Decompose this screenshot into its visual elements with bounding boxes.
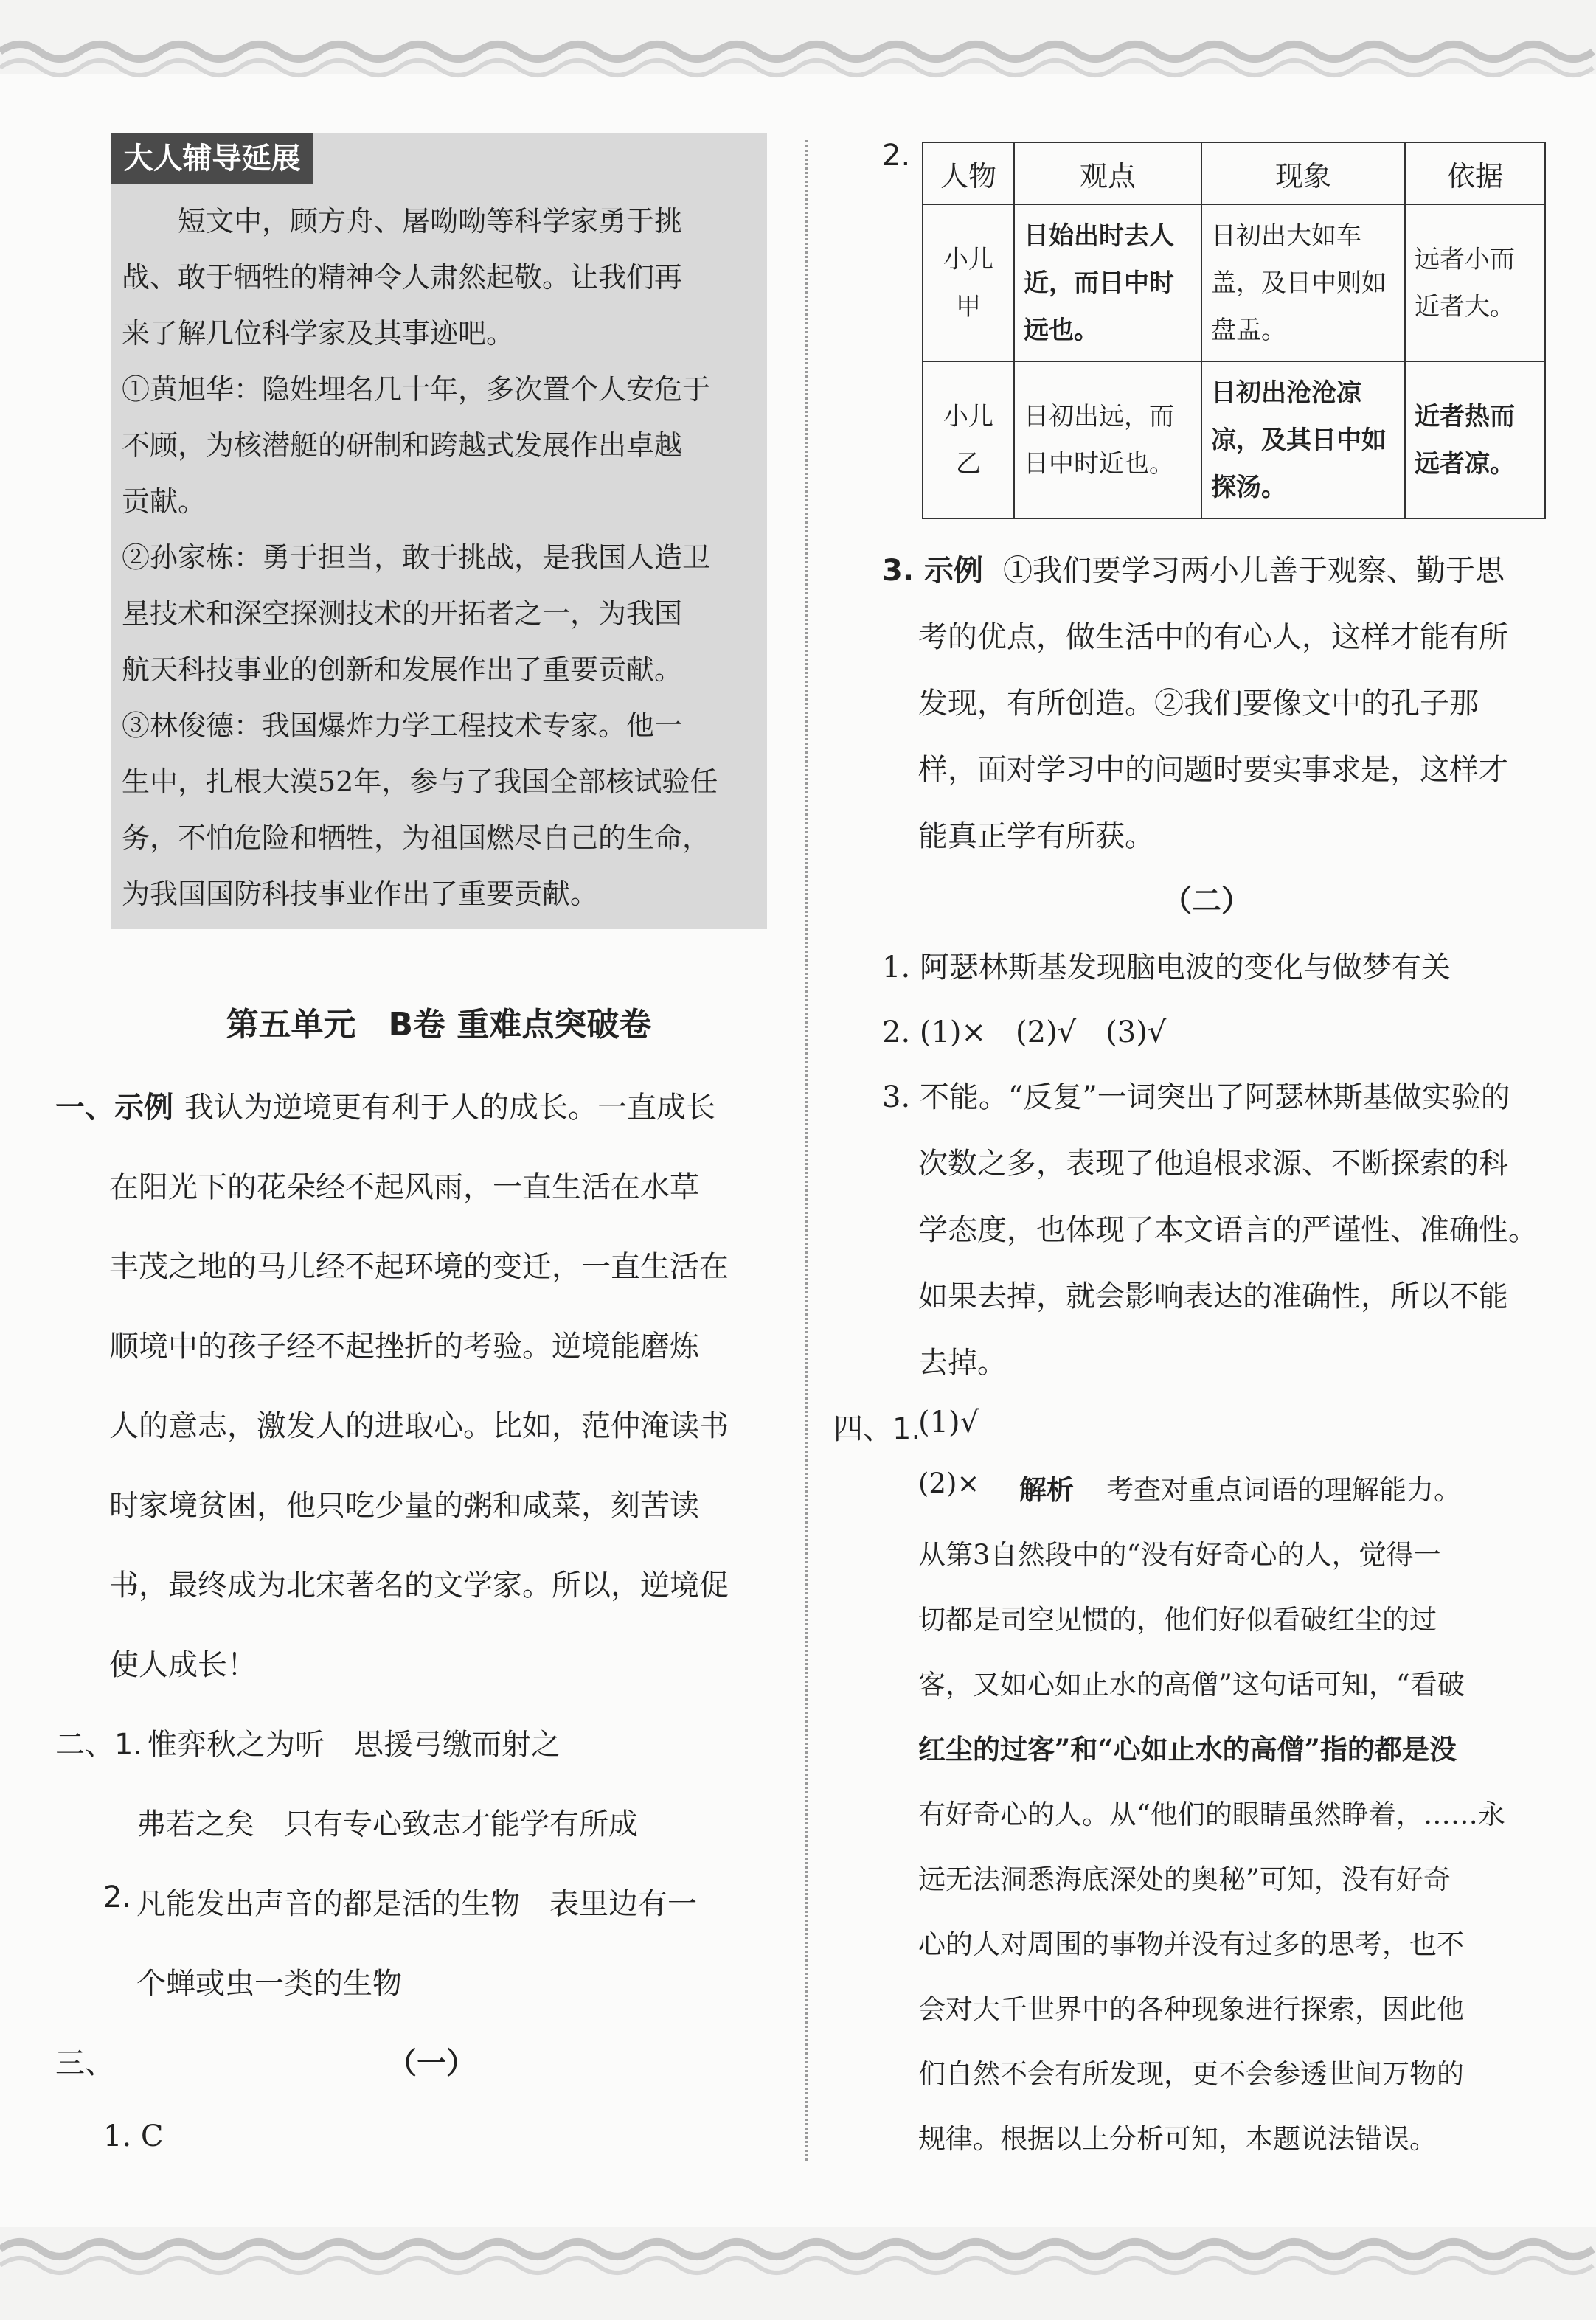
q4-2-analysis: 考查对重点词语的理解能力。 [1106, 1474, 1461, 1506]
q4-2-line: 们自然不会有所发现，更不会参透世间万物的 [918, 2058, 1464, 2090]
q3-section-heading: （一） [387, 2046, 476, 2080]
table-cell: 日初出沧沧凉凉，及其日中如探汤。 [1201, 361, 1405, 518]
q1-line: 时家境贫困，他只吃少量的粥和咸菜，刻苦读 [109, 1489, 699, 1523]
extension-line: 星技术和深空探测技术的开拓者之一，为我国 [122, 597, 683, 630]
unit-title: 第五单元 B卷 重难点突破卷 [226, 1006, 652, 1043]
answer-table [922, 142, 1546, 519]
extension-line: 不顾，为核潜艇的研制和跨越式发展作出卓越 [122, 429, 683, 462]
q1-line: 顺境中的孩子经不起挫折的考验。逆境能磨炼 [109, 1330, 699, 1364]
s2-q1-answer: 1. 阿瑟林斯基发现脑电波的变化与做梦有关 [882, 951, 1451, 984]
q2-2-answer: 凡能发出声音的都是活的生物 表里边有一 [136, 1887, 697, 1921]
extension-line: 航天科技事业的创新和发展作出了重要贡献。 [122, 653, 683, 686]
q4-2-analysis-label: 解析 [1019, 1474, 1074, 1506]
q3-label: 三、 [55, 2046, 114, 2080]
extension-line: 务，不怕危险和牺牲，为祖国燃尽自己的生命， [122, 822, 711, 854]
q4-2-line: 切都是司空见惯的，他们好似看破红尘的过 [918, 1604, 1437, 1636]
s2-q3-line: 次数之多，表现了他追根求源、不断探索的科 [918, 1147, 1508, 1181]
r-q3-line: ①我们要学习两小儿善于观察、勤于思 [1003, 554, 1505, 588]
r-q3-line: 能真正学有所获。 [918, 819, 1154, 853]
q4-2-line: 红尘的过客”和“心如止水的高僧”指的都是没 [918, 1733, 1457, 1765]
q4-2-line: 会对大千世界中的各种现象进行探索，因此他 [918, 1993, 1464, 2025]
s2-q3-line: 如果去掉，就会影响表达的准确性，所以不能 [918, 1279, 1508, 1313]
q1-line: 书，最终成为北宋著名的文学家。所以，逆境促 [109, 1569, 729, 1602]
s2-q3-line: 3. 不能。“反复”一词突出了阿瑟林斯基做实验的 [882, 1080, 1510, 1114]
table-row [923, 204, 1545, 361]
r-q3-label: 3. 示例 [882, 554, 983, 588]
q1-line: 使人成长！ [109, 1648, 257, 1682]
q4-2-line: 从第3自然段中的“没有好奇心的人，觉得一 [918, 1539, 1441, 1571]
q4-2-line: 远无法洞悉海底深处的奥秘”可知，没有好奇 [918, 1864, 1451, 1895]
table-cell: 远者小而近者大。 [1405, 204, 1545, 361]
q4-2-mark: (2)× [918, 1468, 980, 1499]
table-cell: 小儿乙 [923, 361, 1014, 518]
q1-line: 丰茂之地的马儿经不起环境的变迁，一直生活在 [109, 1250, 729, 1284]
q2-1-answer: 惟弈秋之为听 思援弓缴而射之 [148, 1728, 561, 1762]
extension-text [122, 193, 760, 922]
table-header: 人物 [923, 142, 1014, 204]
table-header-row [923, 142, 1545, 204]
table-cell: 日初出大如车盖，及日中则如盘盂。 [1201, 204, 1405, 361]
table-header: 观点 [1014, 142, 1201, 204]
extension-line: ②孙家栋：勇于担当，敢于挑战，是我国人造卫 [122, 541, 711, 574]
table-header: 现象 [1201, 142, 1405, 204]
table-cell: 日初出远，而日中时近也。 [1014, 361, 1201, 518]
table-header: 依据 [1405, 142, 1545, 204]
table-cell: 小儿甲 [923, 204, 1014, 361]
q4-1-answer: (1)√ [918, 1406, 979, 1439]
q3-1-answer: 1. C [103, 2119, 164, 2153]
extension-line: ①黄旭华：隐姓埋名几十年，多次置个人安危于 [122, 373, 711, 406]
extension-line: 短文中，顾方舟、屠呦呦等科学家勇于挑 [178, 205, 683, 237]
q2-2-label: 2. [103, 1880, 132, 1914]
extension-tag: 大人辅导延展 [111, 133, 313, 184]
s2-q2-answer: 2. (1)× (2)√ (3)√ [882, 1015, 1167, 1049]
column-divider [805, 140, 808, 2161]
s2-q3-line: 学态度，也体现了本文语言的严谨性、准确性。 [918, 1213, 1538, 1247]
q2-1-answer: 弗若之矣 只有专心致志才能学有所成 [136, 1807, 638, 1841]
q4-2-line: 心的人对周围的事物并没有过多的思考，也不 [918, 1928, 1464, 1960]
top-wave-decoration [0, 29, 1596, 88]
s2-q3-line: 去掉。 [918, 1346, 1007, 1380]
bottom-wave-decoration [0, 2227, 1596, 2286]
extension-line: 贡献。 [122, 485, 207, 518]
r-q3-line: 发现，有所创造。②我们要像文中的孔子那 [918, 687, 1479, 720]
extension-line: 为我国国防科技事业作出了重要贡献。 [122, 878, 599, 910]
extension-line: 生中，扎根大漠52年，参与了我国全部核试验任 [122, 765, 718, 798]
r-q3-line: 考的优点，做生活中的有心人，这样才能有所 [918, 620, 1508, 654]
q2-1-label: 二、1. [55, 1728, 143, 1762]
table-row [923, 361, 1545, 518]
q1-label: 一、示例 [55, 1091, 173, 1125]
table-number: 2. [882, 139, 911, 173]
table-cell: 日始出时去人近，而日中时远也。 [1014, 204, 1201, 361]
table-cell: 近者热而远者凉。 [1405, 361, 1545, 518]
r-q3-line: 样，面对学习中的问题时要实事求是，这样才 [918, 753, 1508, 787]
section-2-heading: （二） [1162, 884, 1251, 918]
q4-label: 四、1. [833, 1412, 921, 1446]
q1-line: 在阳光下的花朵经不起风雨，一直生活在水草 [109, 1170, 699, 1204]
q1-line: 人的意志，激发人的进取心。比如，范仲淹读书 [109, 1409, 729, 1443]
extension-line: 战、敢于牺牲的精神令人肃然起敬。让我们再 [122, 261, 683, 294]
q4-2-line: 规律。根据以上分析可知，本题说法错误。 [918, 2123, 1437, 2155]
q4-2-line: 客，又如心如止水的高僧”这句话可知，“看破 [918, 1669, 1465, 1701]
extension-line: 来了解几位科学家及其事迹吧。 [122, 317, 515, 350]
q4-2-line: 有好奇心的人。从“他们的眼睛虽然睁着，……永 [918, 1799, 1505, 1830]
q2-2-answer: 个蝉或虫一类的生物 [136, 1967, 402, 2001]
extension-line: ③林俊德：我国爆炸力学工程技术专家。他一 [122, 709, 683, 742]
q1-line: 我认为逆境更有利于人的成长。一直成长 [184, 1091, 715, 1125]
